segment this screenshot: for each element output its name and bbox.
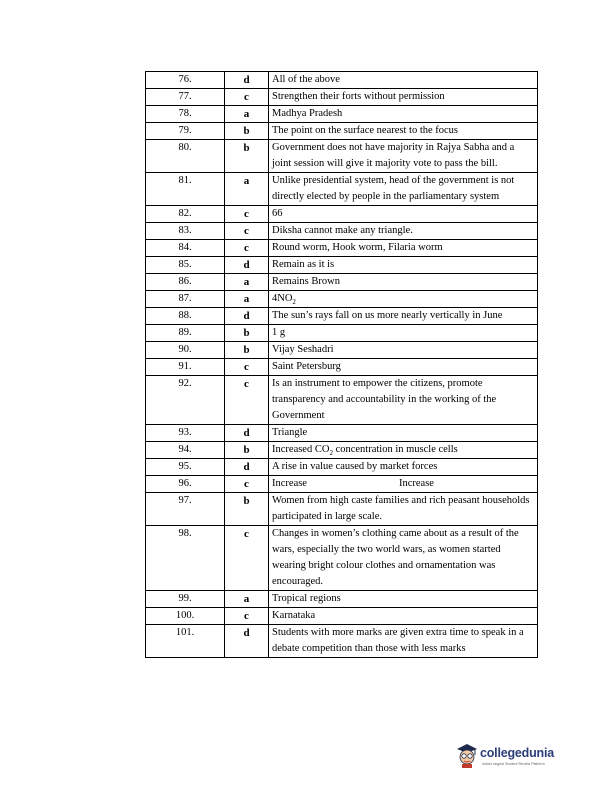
answer-text [269, 308, 538, 325]
table-row [146, 140, 538, 173]
answer-text-main: The sun’s rays fall on us more nearly vertically in June [272, 310, 503, 321]
question-number: 101. [146, 625, 225, 658]
answer-text-main: 4NO [272, 293, 293, 304]
table-row [146, 608, 538, 625]
table-row [146, 123, 538, 140]
question-number: 80. [146, 140, 225, 173]
table-row [146, 173, 538, 206]
answer-text [269, 206, 538, 223]
table-row [146, 257, 538, 274]
collegedunia-logo [455, 742, 565, 772]
logo-name: collegedunia [480, 746, 555, 760]
answer-text [269, 493, 538, 526]
answer-option: c [225, 476, 269, 493]
answer-option: d [225, 308, 269, 325]
answer-option: c [225, 223, 269, 240]
answer-text [269, 257, 538, 274]
answer-option: a [225, 106, 269, 123]
question-number: 93. [146, 425, 225, 442]
table-row [146, 625, 538, 658]
question-number: 97. [146, 493, 225, 526]
answer-text [269, 608, 538, 625]
answer-option: c [225, 608, 269, 625]
answer-text-main: 1 g [272, 327, 286, 338]
question-number: 77. [146, 89, 225, 106]
answer-option: a [225, 291, 269, 308]
answer-text [269, 173, 538, 206]
answer-text [269, 291, 538, 308]
question-number: 78. [146, 106, 225, 123]
table-row [146, 442, 538, 459]
answer-text-main: Remain as it is [272, 259, 335, 270]
graduate-mascot-icon [455, 742, 479, 768]
answer-text [269, 223, 538, 240]
question-number: 81. [146, 173, 225, 206]
question-number: 82. [146, 206, 225, 223]
table-row [146, 291, 538, 308]
question-number: 83. [146, 223, 225, 240]
answer-option: d [225, 425, 269, 442]
answer-text-main: Is an instrument to empower the citizens, promote transparency and accountability in the working of the Government [272, 378, 497, 421]
answer-text-main: Women from high caste families and rich peasant households participated in large scale. [272, 495, 530, 522]
answer-text [269, 123, 538, 140]
answer-text-main: Unlike presidential system, head of the government is not directly elected by people in the parliamentary system [272, 175, 515, 202]
table-row [146, 493, 538, 526]
answer-option: b [225, 140, 269, 173]
question-number: 92. [146, 376, 225, 425]
answer-key-table [145, 71, 538, 658]
answer-text [269, 526, 538, 591]
answer-option: d [225, 72, 269, 89]
table-row [146, 425, 538, 442]
answer-text-main: Government does not have majority in Rajya Sabha and a joint session will give it majority vote to pass the bill. [272, 142, 515, 169]
answer-text-main: All of the above [272, 74, 340, 85]
answer-text [269, 240, 538, 257]
table-row [146, 342, 538, 359]
question-number: 90. [146, 342, 225, 359]
answer-option: c [225, 376, 269, 425]
answer-text-main: Remains Brown [272, 276, 340, 287]
answer-text [269, 325, 538, 342]
answer-option: d [225, 459, 269, 476]
answer-text [269, 342, 538, 359]
question-number: 85. [146, 257, 225, 274]
answer-option: b [225, 493, 269, 526]
table-row [146, 106, 538, 123]
answer-option: b [225, 342, 269, 359]
answer-text [269, 140, 538, 173]
question-number: 94. [146, 442, 225, 459]
question-number: 87. [146, 291, 225, 308]
question-number: 79. [146, 123, 225, 140]
table-row [146, 89, 538, 106]
answer-text [269, 274, 538, 291]
subscript: 2 [329, 449, 333, 458]
answer-option: b [225, 325, 269, 342]
table-row [146, 72, 538, 89]
question-number: 98. [146, 526, 225, 591]
answer-text-main: Changes in women’s clothing came about as a result of the wars, especially the two world wars, as women started wearing bright colour clothes and ornamentation was encouraged. [272, 528, 519, 587]
answer-text-main: Diksha cannot make any triangle. [272, 225, 413, 236]
answer-option: d [225, 257, 269, 274]
answer-text-main: Saint Petersburg [272, 361, 341, 372]
answer-text [269, 591, 538, 608]
answer-option: c [225, 526, 269, 591]
answer-text [269, 72, 538, 89]
answer-text [269, 359, 538, 376]
table-row [146, 526, 538, 591]
answer-text [269, 106, 538, 123]
subscript: 2 [292, 298, 296, 307]
answer-text-main: Karnataka [272, 610, 316, 621]
answer-option: c [225, 206, 269, 223]
answer-option: a [225, 591, 269, 608]
answer-text-main: The point on the surface nearest to the focus [272, 125, 459, 136]
answer-option: a [225, 274, 269, 291]
answer-option: d [225, 625, 269, 658]
question-number: 89. [146, 325, 225, 342]
answer-text [269, 89, 538, 106]
answer-option: b [225, 123, 269, 140]
answer-text-continued: concentration in muscle cells [332, 444, 458, 455]
answer-text-second: Increase [398, 478, 434, 489]
table-row [146, 476, 538, 493]
table-row [146, 206, 538, 223]
table-row [146, 274, 538, 291]
answer-text [269, 459, 538, 476]
table-row [146, 376, 538, 425]
question-number: 95. [146, 459, 225, 476]
answer-text-main: Vijay Seshadri [272, 344, 334, 355]
answer-text [269, 476, 538, 493]
answer-text-main: Increased CO [272, 444, 330, 455]
answer-text [269, 425, 538, 442]
question-number: 86. [146, 274, 225, 291]
answer-option: c [225, 89, 269, 106]
answer-text-main: A rise in value caused by market forces [272, 461, 438, 472]
answer-option: c [225, 240, 269, 257]
answer-option: a [225, 173, 269, 206]
question-number: 96. [146, 476, 225, 493]
table-row [146, 459, 538, 476]
answer-text-main: Strengthen their forts without permission [272, 91, 445, 102]
answer-text-main: Tropical regions [272, 593, 341, 604]
table-row [146, 359, 538, 376]
table-row [146, 591, 538, 608]
question-number: 99. [146, 591, 225, 608]
question-number: 84. [146, 240, 225, 257]
table-row [146, 325, 538, 342]
answer-text [269, 442, 538, 459]
question-number: 100. [146, 608, 225, 625]
question-number: 88. [146, 308, 225, 325]
question-number: 76. [146, 72, 225, 89]
table-row [146, 308, 538, 325]
answer-text-main: Students with more marks are given extra time to speak in a debate competition than those with less marks [272, 627, 524, 654]
answer-text [269, 376, 538, 425]
answer-text-main: 66 [272, 208, 283, 219]
answer-text-main: Triangle [272, 427, 308, 438]
answer-text-main: Increase [272, 478, 307, 489]
answer-text-main: Madhya Pradesh [272, 108, 343, 119]
logo-tagline: India's largest Student Review Platform [482, 762, 545, 766]
question-number: 91. [146, 359, 225, 376]
answer-text-main: Round worm, Hook worm, Filaria worm [272, 242, 443, 253]
answer-text [269, 625, 538, 658]
table-row [146, 223, 538, 240]
table-row [146, 240, 538, 257]
answer-option: b [225, 442, 269, 459]
answer-option: c [225, 359, 269, 376]
